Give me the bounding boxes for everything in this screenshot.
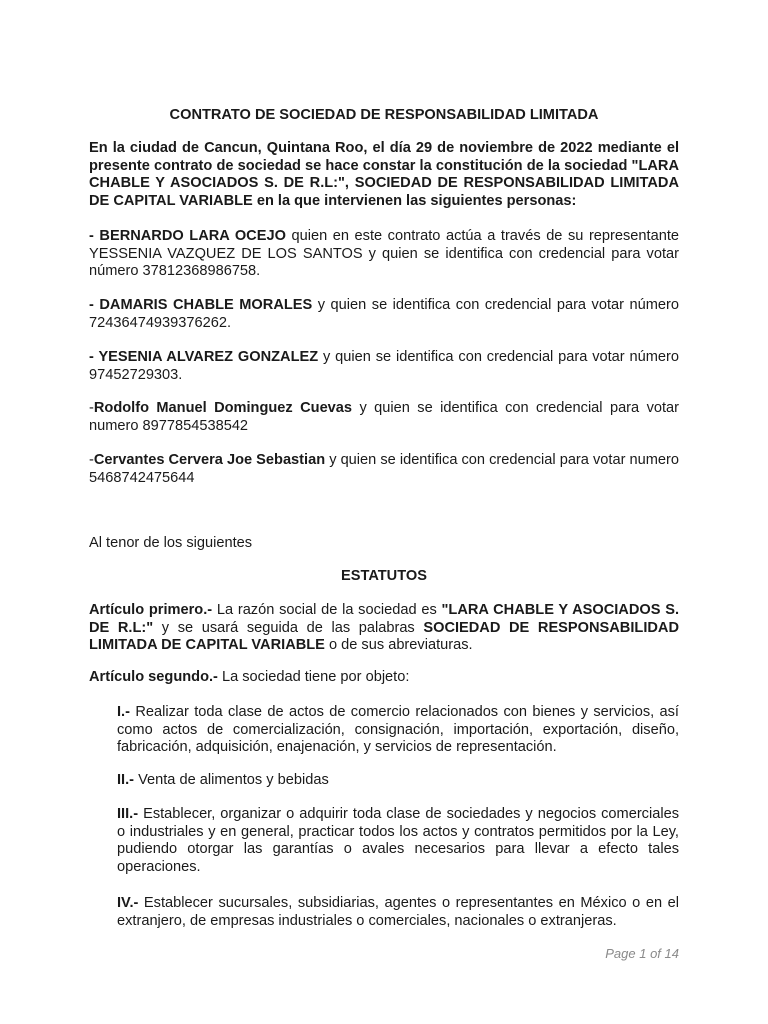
intro-paragraph: En la ciudad de Cancun, Quintana Roo, el día 29 de noviembre de 2022 mediante el presente contrato de sociedad se hace constar la constitución de la sociedad "LARA CHABLE Y ASOCIADOS S. DE R.L:", SOCIEDAD DE RESPONSABILIDAD LIMITADA DE CAPITAL VARIABLE en la que intervienen las siguientes personas: <box>89 140 679 209</box>
page-number: Page 1 of 14 <box>605 946 679 961</box>
party-paragraph: -Rodolfo Manuel Dominguez Cuevas y quien se identifica con credencial para votar numero 8977854538542 <box>89 400 680 434</box>
object-item: II.- Venta de alimentos y bebidas <box>117 772 329 788</box>
party-paragraph: - BERNARDO LARA OCEJO quien en este contrato actúa a través de su representante YESSENIA VAZQUEZ DE LOS SANTOS y quien se identifica con credencial para votar número 37812368986758. <box>89 228 679 279</box>
tenor-line: Al tenor de los siguientes <box>89 535 253 551</box>
article-second: Artículo segundo.- La sociedad tiene por objeto: <box>89 669 410 685</box>
object-item: I.- Realizar toda clase de actos de comercio relacionados con bienes y servicios, así como actos de comercialización, consignación, importación, exportación, diseño, fabricación, adquisición, enajenación, y servicios de representación. <box>117 704 679 755</box>
document-title: CONTRATO DE SOCIEDAD DE RESPONSABILIDAD LIMITADA <box>169 107 599 123</box>
party-paragraph: -Cervantes Cervera Joe Sebastian y quien se identifica con credencial para votar numero 5468742475644 <box>89 452 679 486</box>
party-paragraph: - YESENIA ALVAREZ GONZALEZ y quien se identifica con credencial para votar número 97452729303. <box>89 349 679 383</box>
object-item: III.- Establecer, organizar o adquirir toda clase de sociedades y negocios comerciales o industriales y en general, practicar todos los actos y contratos permitidos por la Ley, pudiendo otorgar las garantías o avales necesarios para llevar a efecto tales operaciones. <box>117 806 679 875</box>
party-paragraph: - DAMARIS CHABLE MORALES y quien se identifica con credencial para votar número 72436474939376262. <box>89 297 679 331</box>
object-item: IV.- Establecer sucursales, subsidiarias, agentes o representantes en México o en el extranjero, de empresas industriales o comerciales, nacionales o extranjeras. <box>117 895 679 929</box>
document-page <box>89 0 679 1024</box>
article-first: Artículo primero.- La razón social de la sociedad es "LARA CHABLE Y ASOCIADOS S. DE R.L:" y se usará seguida de las palabras SOCIEDAD DE RESPONSABILIDAD LIMITADA DE CAPITAL VARIABLE o de sus abreviaturas. <box>89 602 679 653</box>
estatutos-heading: ESTATUTOS <box>341 568 427 584</box>
